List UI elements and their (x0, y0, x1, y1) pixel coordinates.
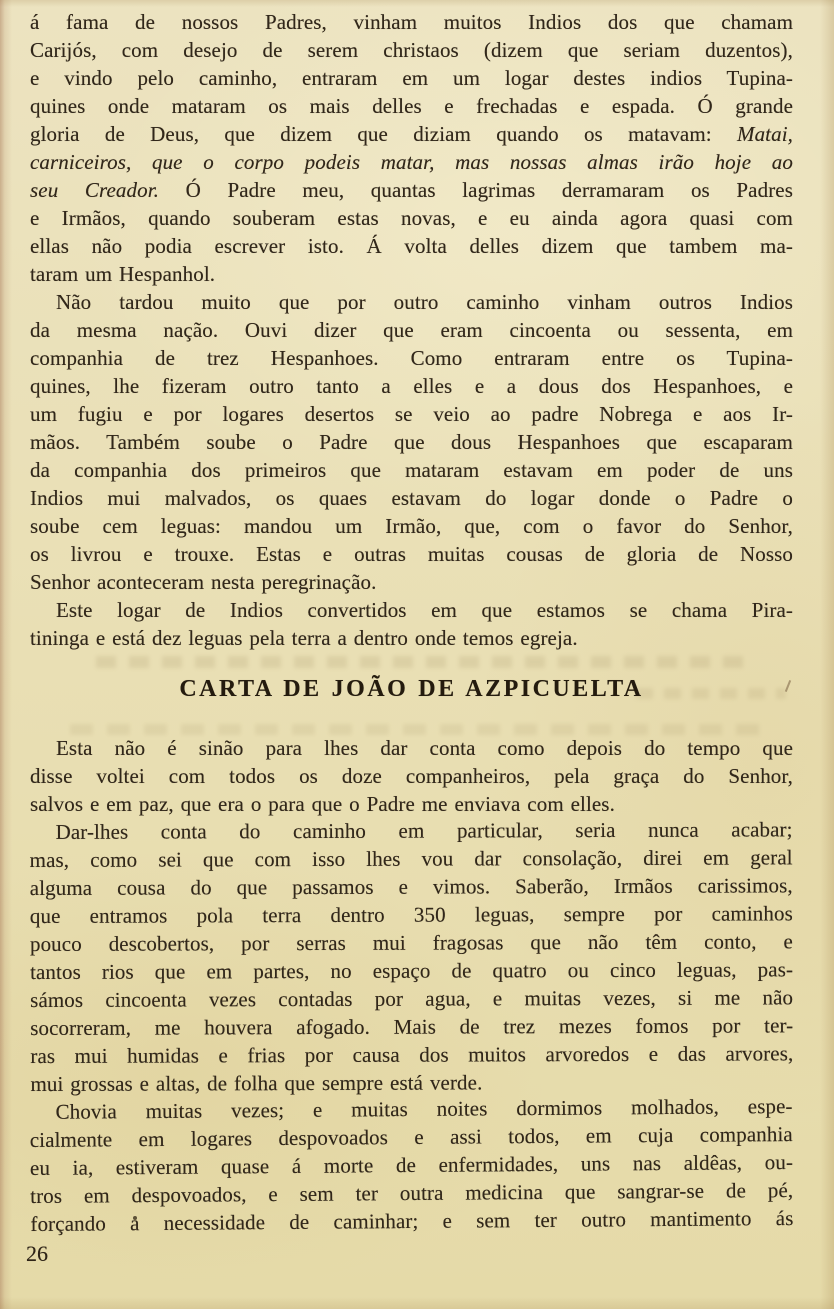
text-segment: da mesma nação. Ouvi dizer que eram cincoenta ou sessenta, em (30, 318, 793, 342)
text-line (30, 36, 793, 64)
text-segment: socorreram, me houvera afogado. Mais de trez mezes fomos por ter- (30, 1013, 794, 1040)
paragraph (30, 815, 794, 1098)
text-line (30, 288, 793, 316)
italic-text-segment: carniceiros, que o corpo podeis matar, mas nossas almas irão hoje ao (30, 150, 793, 174)
page-edge-shadow-right (820, 0, 834, 1309)
text-segment: sámos cincoenta vezes contadas por agua, e muitas vezes, si me não (30, 985, 794, 1012)
text-segment: um fugiu e por logares desertos se veio ao padre Nobrega e aos Ir- (30, 402, 793, 426)
body-text-before-heading (30, 8, 793, 652)
text-segment: mui grossas e altas, de folha que sempre está verde. (30, 1070, 483, 1096)
text-segment: mãos. Também soube o Padre que dous Hespanhoes que escaparam (30, 430, 793, 454)
text-segment: tantos rios que em partes, no espaço de quatro ou cinco leguas, pas- (30, 957, 794, 984)
text-segment: Carijós, com desejo de serem christaos (dizem que seriam duzentos), (30, 38, 793, 62)
text-segment: salvos e em paz, que era o para que o Padre me enviava com elles. (30, 792, 615, 816)
text-segment: á fama de nossos Padres, vinham muitos Indios dos que chamam (30, 10, 793, 34)
text-line (30, 762, 793, 790)
text-line (30, 1039, 793, 1070)
chapter-heading: CARTA DE JOÃO DE AZPICUELTA (179, 676, 644, 702)
text-segment: Chovia muitas vezes; e muitas noites dormimos molhados, espe- (55, 1094, 793, 1124)
text-block (30, 8, 793, 1238)
text-line (30, 734, 793, 762)
text-segment: quines onde mataram os mais delles e frechadas e espada. Ó grande (30, 94, 793, 118)
text-segment: da companhia dos primeiros que mataram estavam em poder de uns (30, 458, 793, 482)
page-edge-shadow-left (0, 0, 12, 1309)
text-segment: forçando a necessidade de caminhar; e sem ter outro mantimento ás (30, 1206, 794, 1236)
text-line (30, 400, 793, 428)
text-line (30, 148, 793, 176)
text-segment: mas, como sei que com isso lhes vou dar consolação, direi em geral (29, 845, 793, 873)
text-segment: tininga e está dez leguas pela terra a dentro onde temos egreja. (30, 626, 578, 650)
text-segment: pouco descobertos, por serras mui fragosas que não têm conto, e (29, 929, 793, 956)
body-text-after-heading (30, 734, 793, 1238)
text-segment: soube cem leguas: mandou um Irmão, que, com o favor do Senhor, (30, 514, 793, 538)
text-line (30, 484, 793, 512)
text-line (30, 456, 793, 484)
text-line (30, 1011, 793, 1042)
text-line (30, 512, 793, 540)
text-line (30, 372, 793, 400)
text-line (30, 871, 793, 902)
text-line (30, 955, 793, 986)
text-line (30, 344, 793, 372)
text-segment: Indios mui malvados, os quaes estavam do logar donde o Padre o (30, 486, 793, 510)
text-segment: e vindo pelo caminho, entraram em um logar destes indios Tupina- (30, 66, 793, 90)
page-number: 26 (26, 1241, 48, 1266)
text-line (30, 815, 793, 846)
text-segment: e Irmãos, quando souberam estas novas, e eu ainda agora quasi com (30, 206, 793, 230)
text-line (30, 899, 793, 930)
italic-text-segment: seu Creador. (30, 178, 160, 202)
text-line (30, 204, 793, 232)
paragraph (30, 596, 793, 652)
text-segment: ellas não podia escrever isto. Á volta delles dizem que tambem ma- (30, 234, 793, 258)
text-segment: cialmente em logares despovoados e assi todos, em cuja companhia (29, 1122, 793, 1153)
text-segment: Esta não é sinão para lhes dar conta como depois do tempo que (56, 736, 793, 760)
text-segment: Dar-lhes conta do caminho em particular, seria nunca acabar; (55, 817, 793, 844)
text-line (30, 120, 793, 148)
text-line (30, 596, 793, 624)
text-segment: companhia de trez Hespanhoes. Como entraram entre os Tupina- (30, 346, 793, 370)
text-line (30, 790, 793, 818)
text-segment: disse voltei com todos os doze companheiros, pela graça do Senhor, (30, 764, 793, 788)
text-line (30, 540, 793, 568)
text-segment: ras mui humidas e frias por causa dos muitos arvoredos e das arvores, (30, 1041, 794, 1068)
text-segment: alguma cousa do que passamos e vimos. Saberão, Irmãos carissimos, (29, 873, 793, 901)
text-segment: que entramos pola terra dentro 350 leguas, sempre por caminhos (29, 901, 793, 929)
text-line (30, 843, 793, 874)
text-segment: gloria de Deus, que dizem que diziam quando os matavam: (30, 122, 737, 146)
text-segment: tros em despovoados, e sem ter outra medicina que sangrar-se de pé, (30, 1178, 794, 1208)
text-line (30, 92, 793, 120)
text-segment: taram um Hespanhol. (30, 262, 216, 286)
page-edge-shadow-top (0, 0, 834, 7)
text-line (30, 64, 793, 92)
text-line (30, 1204, 793, 1238)
text-segment: Ó Padre meu, quantas lagrimas derramaram os Padres (159, 178, 793, 202)
italic-text-segment: Matai, (736, 122, 793, 146)
text-segment: Senhor aconteceram nesta peregrinação. (30, 570, 377, 594)
text-segment: os livrou e trouxe. Estas e outras muitas cousas de gloria de Nosso (30, 542, 793, 566)
text-line (30, 260, 793, 288)
paragraph (29, 1092, 793, 1238)
text-line (30, 624, 793, 652)
text-line (30, 232, 793, 260)
text-line (30, 983, 793, 1014)
text-segment: quines, lhe fizeram outro tanto a elles e a dous dos Hespanhoes, e (30, 374, 793, 398)
text-segment: Este logar de Indios convertidos em que estamos se chama Pira- (56, 598, 793, 622)
text-line (30, 176, 793, 204)
text-segment: Não tardou muito que por outro caminho vinham outros Indios (56, 290, 793, 314)
text-line (30, 927, 793, 958)
paragraph (30, 288, 793, 596)
paragraph (30, 8, 793, 288)
text-line (30, 8, 793, 36)
text-line (30, 316, 793, 344)
text-line (30, 428, 793, 456)
paragraph (30, 734, 793, 818)
page-edge-shadow-bottom (0, 1297, 834, 1309)
text-line (30, 568, 793, 596)
text-segment: eu ia, estiveram quase á morte de enfermidades, uns nas aldêas, ou- (29, 1150, 794, 1180)
